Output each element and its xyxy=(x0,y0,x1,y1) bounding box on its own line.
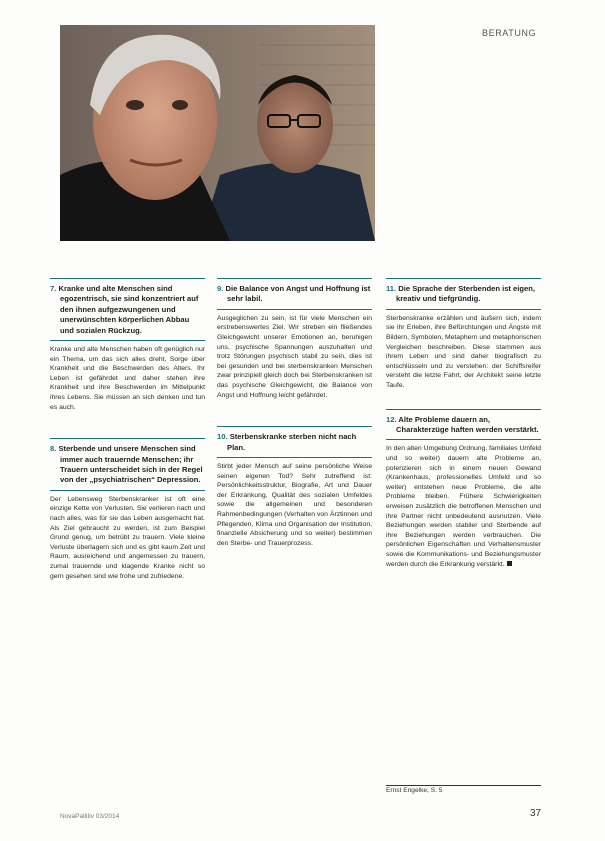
item-title: Kranke und alte Menschen sind egozentrisch, sie sind konzentriert auf den ihnen aufgezwungenen und unerwünschten körperlichen Abbau und sozialen Rückzug. xyxy=(58,284,199,335)
source-credit: Ernst Engelke, S. 5 xyxy=(386,787,443,794)
item-number: 11. xyxy=(386,284,397,293)
heading-rule xyxy=(50,340,205,341)
item-body xyxy=(386,444,541,569)
source-rule xyxy=(386,785,541,786)
item-heading xyxy=(386,283,541,309)
item-heading xyxy=(217,431,372,457)
section-label: BERATUNG xyxy=(482,28,537,38)
item-9 xyxy=(217,278,372,400)
item-title: Die Balance von Angst und Hoffnung ist sehr labil. xyxy=(225,284,371,304)
heading-rule xyxy=(386,439,541,440)
heading-rule xyxy=(217,309,372,310)
item-heading xyxy=(50,283,205,340)
item-title: Sterbenskranke sterben nicht nach Plan. xyxy=(227,432,357,452)
item-number: 9. xyxy=(217,284,224,293)
heading-rule xyxy=(386,278,541,279)
heading-rule xyxy=(386,409,541,410)
heading-rule xyxy=(386,309,541,310)
item-body: Der Lebensweg Sterbenskranker ist oft eine einzige Kette von Verlusten. Sie verlieren nach und nach alles, was für sie das Leben ausgemacht hat. Als Ziel gebraucht zu werden, ist zum Beispiel Grund genug, um betrübt zu trauern. Viele kleine Verluste überlagern sich und es gibt kaum Zeit und Raum, ausreichend und angemessen zu trauern, zumal trauernde und klagende Kranke nicht so gern gesehen sind wie frohe und zufriedene. xyxy=(50,495,205,580)
heading-rule xyxy=(50,438,205,439)
item-body: Stirbt jeder Mensch auf seine persönliche Weise seinen eigenen Tod? Sehr zutreffend ist: Persönlichkeitsstruktur, Biografie, Art und Dauer der Erkrankung, Qualität des sozialen Umfeldes sowie die allgemeinen und besonderen Rahmenbedingungen (Verhalten von Ärztinnen und Pflegenden, Klima und Organisation der Institution, finanzielle Absicherung und so weiter) bestimmen den Sterbe- und Trauerprozess. xyxy=(217,462,372,547)
item-title: Alte Probleme dauern an, Charakterzüge haften werden verstärkt. xyxy=(396,414,539,434)
heading-rule xyxy=(217,457,372,458)
item-number: 7. xyxy=(50,284,57,293)
item-body: Sterbenskranke erzählen und äußern sich, indem sie ihr Erleben, ihre Befürchtungen und Ängste mit Bildern, Symbolen, Metaphern und metaphorischen Vergleichen beschreiben. Diese stammen aus ihrem Leben und sind daher biografisch zu entschlüsseln und zu verstehen: der Schiffsreifer versteht die letzte Fahrt, der Architekt seine letzte Taufe. xyxy=(386,314,541,389)
item-body: Ausgeglichen zu sein, ist für viele Menschen ein erstrebenswertes Ziel. Wir streben ein fließendes Gleichgewicht unserer Emotionen an, beruhigen uns, psychische Spannungen auszuhalten und trotz Störungen psychisch stabil zu sein, dies ist bei gesunden und bei sterbenskranken Menschen zwar prinzipiell gleich doch bei Sterbenskranken ist das psychische Gleichgewicht, die Balance von Angst und Hoffnung leicht gefährdet. xyxy=(217,314,372,399)
page-number: 37 xyxy=(530,808,542,819)
item-7 xyxy=(50,278,205,412)
column-middle xyxy=(217,278,372,548)
article-photo xyxy=(60,25,375,241)
item-number: 8. xyxy=(50,444,57,454)
item-number: 10. xyxy=(217,432,228,442)
heading-rule xyxy=(50,490,205,491)
item-body-text: In den alten Umgebung Ordnung, familiales Umfeld und so weiter) dauern alte Probleme an, potenzieren sich in einem neuen Gewand (Krankenhaus, professionelles Umfeld und so weiter) entstehen neue Probleme, die alte Probleme bleiben. Frühere Schwierigkeiten erweisen zusätzlich die betroffenen Menschen und ihre Partner nicht unbedeutend ausnutzen. Viele Beziehungen werden stabiler und Sterbende auf ihre Beziehungen werden verbrauchen. Die persönlichen Eigenschaften und Verhaltensmuster sowie die Kommunikations- und Beziehungsmuster werden durch die Erkrankung verstärkt. xyxy=(386,445,541,568)
item-title: Die Sprache der Sterbenden ist eigen, kreativ und tiefgründig. xyxy=(396,284,535,304)
item-12 xyxy=(386,409,541,570)
item-8 xyxy=(50,438,205,581)
item-number: 12. xyxy=(386,414,397,424)
heading-rule xyxy=(217,426,372,427)
item-heading xyxy=(50,443,205,490)
heading-rule xyxy=(50,278,205,279)
item-heading xyxy=(386,414,541,440)
item-body: Kranke und alte Menschen haben oft genüglich nur ein Thema, um das sich alles dreht, Sorge über Krankheit und die Beschwerden des Alters. Ihr Leben ist gefährdet und daher stehen ihre Krankheit und ihre Beschwerden im Mittelpunkt ihres Lebens. Sie müssen an sich denken und tun es auch. xyxy=(50,346,205,411)
end-mark-icon xyxy=(507,561,512,566)
item-11 xyxy=(386,278,541,391)
item-10 xyxy=(217,426,372,548)
item-title: Sterbende und unsere Menschen sind immer auch trauernde Menschen; ihr Trauern unterscheidet sich in der Regel von der „psychiatrischen“ Depression. xyxy=(58,444,203,485)
column-left xyxy=(50,278,205,581)
column-right xyxy=(386,278,541,569)
publication-footer: NovaPallitiv 03/2014 xyxy=(60,813,120,820)
item-heading xyxy=(217,283,372,309)
heading-rule xyxy=(217,278,372,279)
